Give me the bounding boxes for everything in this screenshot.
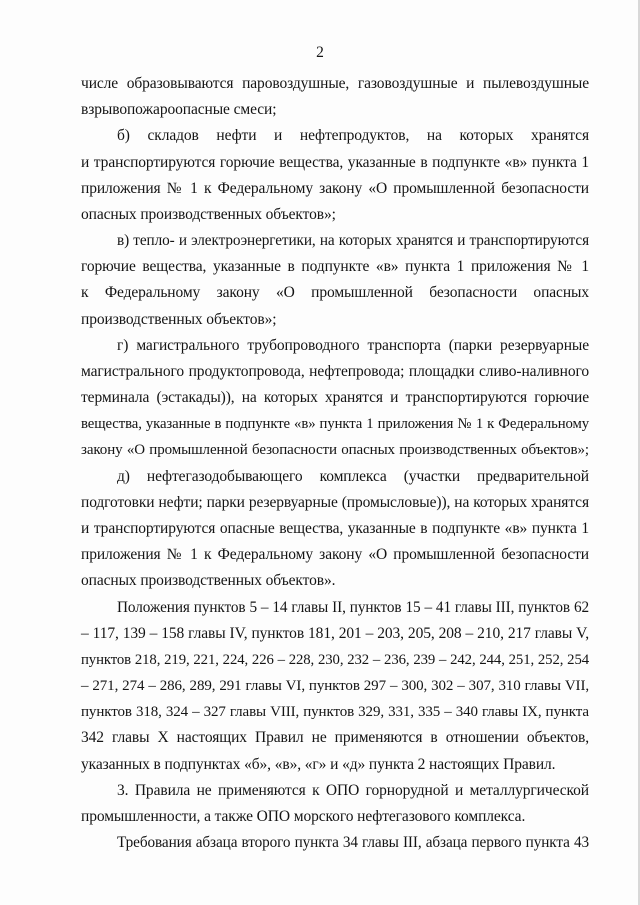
text-line: Требования абзаца второго пункта 34 главы III, абзаца первого пункта 43 bbox=[117, 834, 589, 851]
text-line: взрывопожароопасные смеси; bbox=[81, 101, 277, 118]
text-line: числе образовываются паровоздушные, газовоздушные и пылевоздушные bbox=[81, 75, 589, 92]
text-line: опасных производственных объектов»; bbox=[81, 206, 336, 223]
text-line: приложения № 1 к Федеральному закону «О промышленной безопасности bbox=[81, 546, 589, 563]
text-line: подготовки нефти; парки резервуарные (промысловые)), на которых хранятся bbox=[81, 494, 589, 511]
text-line: д) нефтегазодобывающего комплекса (участки предварительной bbox=[117, 468, 589, 485]
text-line: магистрального продуктопровода, нефтепровода; площадки сливо-наливного bbox=[81, 363, 589, 380]
text-line: к Федеральному закону «О промышленной безопасности опасных bbox=[81, 284, 589, 301]
text-line: опасных производственных объектов». bbox=[81, 572, 336, 589]
text-line: пунктов 318, 324 – 327 главы VIII, пунктов 329, 331, 335 – 340 главы IX, пункта bbox=[81, 704, 589, 720]
text-line: пунктов 218, 219, 221, 224, 226 – 228, 230, 232 – 236, 239 – 242, 244, 251, 252, 254 bbox=[81, 652, 589, 668]
page-number: 2 bbox=[316, 44, 324, 61]
text-line: приложения № 1 к Федеральному закону «О промышленной безопасности bbox=[81, 180, 589, 197]
text-line: 342 главы X настоящих Правил не применяются в отношении объектов, bbox=[81, 729, 589, 746]
text-line: и транспортируются горючие вещества, указанные в подпункте «в» пункта 1 bbox=[81, 154, 589, 171]
text-line: Положения пунктов 5 – 14 главы II, пунктов 15 – 41 главы III, пунктов 62 bbox=[117, 599, 589, 616]
text-line: и транспортируются опасные вещества, указанные в подпункте «в» пункта 1 bbox=[81, 520, 589, 537]
text-line: в) тепло- и электроэнергетики, на которых хранятся и транспортируются bbox=[117, 232, 589, 249]
text-line: б) складов нефти и нефтепродуктов, на которых хранятся bbox=[117, 127, 589, 144]
text-line: терминала (эстакады)), на которых хранятся и транспортируются горючие bbox=[81, 389, 589, 406]
text-line: г) магистрального трубопроводного транспорта (парки резервуарные bbox=[117, 337, 589, 354]
text-line: вещества, указанные в подпункте «в» пункта 1 приложения № 1 к Федеральному bbox=[81, 416, 589, 432]
text-line: промышленности, а также ОПО морского нефтегазового комплекса. bbox=[81, 808, 526, 825]
text-line: – 117, 139 – 158 главы IV, пунктов 181, 201 – 203, 205, 208 – 210, 217 главы V, bbox=[81, 625, 589, 642]
text-line: закону «О промышленной безопасности опасных производственных объектов»; bbox=[81, 442, 589, 458]
text-line: 3. Правила не применяются к ОПО горнорудной и металлургической bbox=[117, 782, 589, 799]
text-line: – 271, 274 – 286, 289, 291 главы VI, пунктов 297 – 300, 302 – 307, 310 главы VII, bbox=[81, 678, 589, 694]
text-line: указанных в подпунктах «б», «в», «г» и «д» пункта 2 настоящих Правил. bbox=[81, 756, 556, 773]
text-line: производственных объектов»; bbox=[81, 311, 277, 328]
text-line: горючие вещества, указанные в подпункте «в» пункта 1 приложения № 1 bbox=[81, 258, 589, 275]
